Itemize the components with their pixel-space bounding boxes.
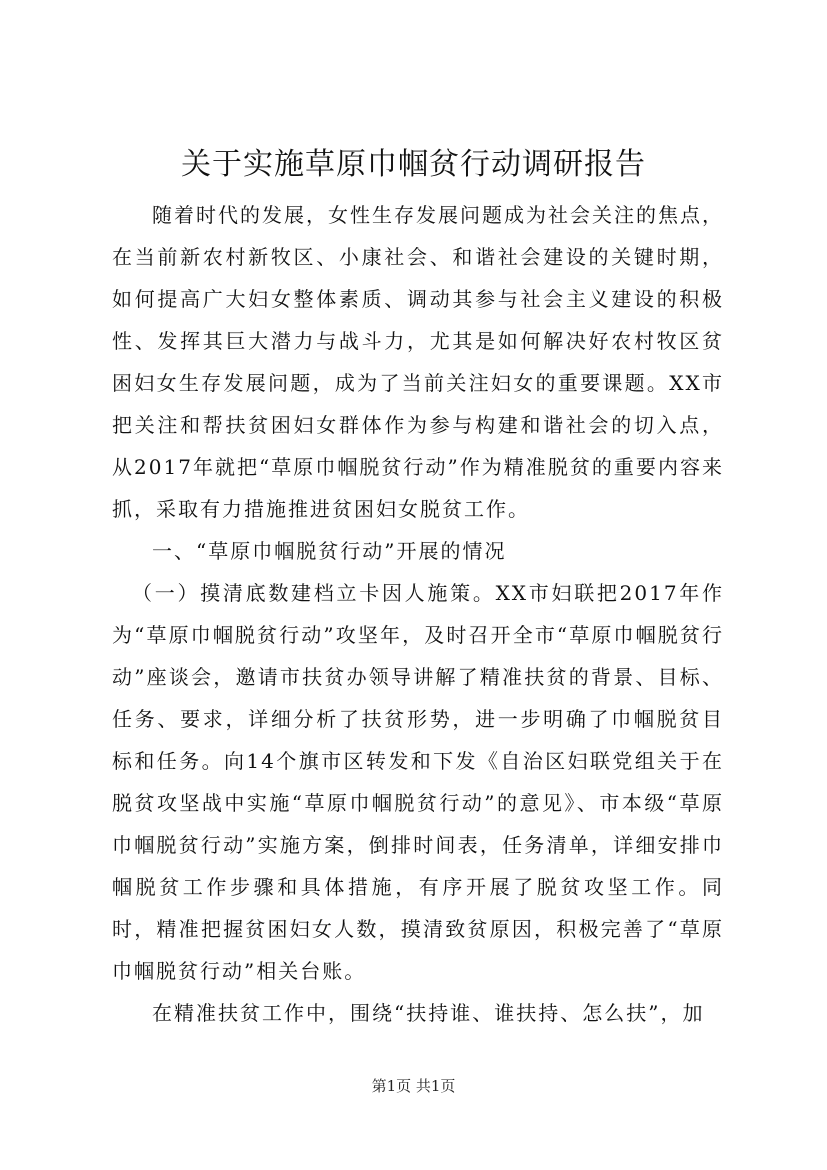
subsection-paragraph: （一）摸清底数建档立卡因人施策。XX市妇联把2017年作为“草原巾帼脱贫行动”攻坚年，及时召开全市“草原巾帼脱贫行动”座谈会，邀请市扶贫办领导讲解了精准扶贫的背景、目标、任务、要求，详细分析了扶贫形势，进一步明确了巾帼脱贫目标和任务。向14个旗市区转发和下发《自治区妇联党组关于在脱贫攻坚战中实施“草原巾帼脱贫行动”的意见》、市本级“草原巾帼脱贫行动”实施方案，倒排时间表，任务清单，详细安排巾帼脱贫工作步骤和具体措施，有序开展了脱贫攻坚工作。同时，精准把握贫困妇女人数，摸清致贫原因，积极完善了“草原巾帼脱贫行动”相关台账。: [112, 581, 724, 983]
intro-paragraph: 随着时代的发展，女性生存发展问题成为社会关注的焦点，在当前新农村新牧区、小康社会、和谐社会建设的关键时期，如何提高广大妇女整体素质、调动其参与社会主义建设的积极性、发挥其巨大潜力与战斗力，尤其是如何解决好农村牧区贫困妇女生存发展问题，成为了当前关注妇女的重要课题。XX市把关注和帮扶贫困妇女群体作为参与构建和谐社会的切入点，从2017年就把“草原巾帼脱贫行动”作为精准脱贫的重要内容来抓，采取有力措施推进贫困妇女脱贫工作。: [112, 203, 724, 521]
section-heading: 一、“草原巾帼脱贫行动”开展的情况: [152, 539, 507, 563]
page-footer: 第1页 共1页: [371, 1077, 456, 1095]
document-body: [112, 194, 724, 1034]
continuation-paragraph: 在精准扶贫工作中，围绕“扶持谁、谁扶持、怎么扶”，加: [152, 1001, 705, 1025]
document-title: 关于实施草原巾帼贫行动调研报告: [181, 147, 646, 182]
